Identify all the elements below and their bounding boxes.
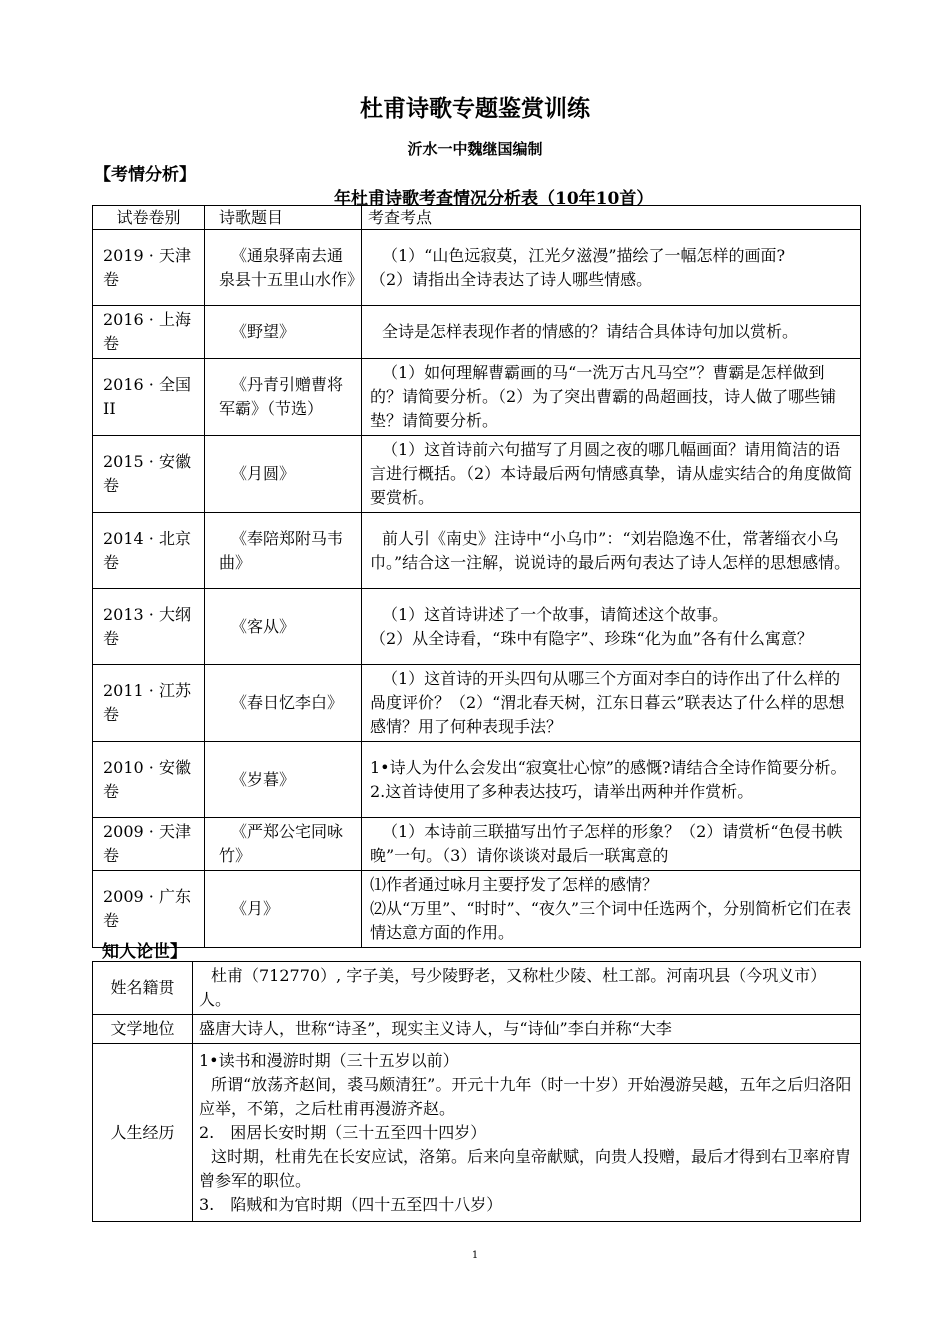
biography-table: [92, 961, 861, 1222]
exam-year-cell: 2009 · 广东卷: [93, 871, 205, 948]
exam-year-cell: 2014 · 北京卷: [93, 513, 205, 589]
bio-content-cell: 杜甫（712770）, 字子美，号少陵野老，又称杜少陵、杜工部。河南巩县（今巩义市）人。: [193, 962, 861, 1015]
table-header-row: [93, 206, 861, 230]
bio-line: 所谓“放荡齐赵间，裘马颇清狂”。开元十九年（时一十岁）开始漫游吴越，五年之后归洛阳应举，不第，之后杜甫再漫游齐赵。: [199, 1074, 852, 1118]
table-row: [93, 513, 861, 589]
bio-label-cell: 姓名籍贯: [93, 962, 193, 1015]
table-row: [93, 962, 861, 1015]
header-cell: 考查考点: [362, 206, 861, 230]
exam-year-cell: 2016 · 上海卷: [93, 306, 205, 359]
exam-points-cell: （1）“山色远寂莫，江光夕滋漫”描绘了一幅怎样的画面? （2）请指出全诗表达了诗人哪些情感。: [362, 230, 861, 306]
section-heading-biography: 知人论世】: [102, 942, 187, 962]
table-row: [93, 1015, 861, 1044]
poem-title-cell: 《奉陪郑附马韦曲》: [205, 513, 362, 589]
table-caption: 年杜甫诗歌考查情况分析表（10年10首）: [334, 189, 654, 209]
exam-points-cell: （1）这首诗前六句描写了月圆之夜的哪几幅画面？请用简洁的语言进行概括。（2）本诗最后两句情感真挚，请从虚实结合的角度做简要赏析。: [362, 436, 861, 513]
poem-title-cell: 《严郑公宅同咏竹》: [205, 818, 362, 871]
table-row: [93, 1044, 861, 1222]
section-heading-analysis: 【考情分析】: [94, 165, 196, 185]
exam-points-cell: （1）如何理解曹霸画的马“一洗万古凡马空”？曹霸是怎样做到的？请简要分析。（2）为了突出曹霸的咼超画技，诗人做了哪些铺垫？请简要分析。: [362, 359, 861, 436]
table-row: [93, 665, 861, 742]
bio-line: 这时期，杜甫先在长安应试，洛第。后来向皇帝献赋，向贵人投赠，最后才得到右卫率府胄曾参军的职位。: [199, 1146, 852, 1190]
exam-year-cell: 2019 · 天津卷: [93, 230, 205, 306]
header-cell: 试卷卷别: [93, 206, 205, 230]
exam-year-cell: 2011 · 江苏卷: [93, 665, 205, 742]
poem-title-cell: 《通泉驿南去通泉县十五里山水作》: [205, 230, 362, 306]
bio-label-cell: 文学地位: [93, 1015, 193, 1044]
exam-points-cell: （1）这首诗讲述了一个故事，请简述这个故事。 （2）从全诗看，“珠中有隐字”、珍珠“化为血”各有什么寓意？: [362, 589, 861, 665]
table-row: [93, 306, 861, 359]
table-row: [93, 742, 861, 818]
page-number: 1: [471, 1250, 479, 1261]
exam-analysis-table: [92, 205, 861, 948]
page-title: 杜甫诗歌专题鉴赏训练: [360, 96, 590, 122]
poem-title-cell: 《丹青引赠曹将军霸》（节选）: [205, 359, 362, 436]
table-row: [93, 818, 861, 871]
exam-year-cell: 2010 · 安徽卷: [93, 742, 205, 818]
poem-title-cell: 《野望》: [205, 306, 362, 359]
exam-points-cell: 1•诗人为什么会发出“寂寞壮心惊”的感慨?请结合全诗作简要分析。 2.这首诗使用了多种表达技巧，请举出两种并作赏析。: [362, 742, 861, 818]
exam-year-cell: 2016 · 全国 II: [93, 359, 205, 436]
exam-points-cell: ⑴作者通过咏月主要抒发了怎样的感情？ ⑵从“万里”、“时时”、“夜久”三个词中任选两个，分别简析它们在表情达意方面的作用。: [362, 871, 861, 948]
exam-points-cell: 前人引《南史》注诗中“小乌巾”：“刘岩隐逸不仕，常著缁衣小乌巾。”结合这一注解，说说诗的最后两句表达了诗人怎样的思想感情。: [362, 513, 861, 589]
poem-title-cell: 《月》: [205, 871, 362, 948]
table-row: [93, 436, 861, 513]
poem-title-cell: 《岁暮》: [205, 742, 362, 818]
table-row: [93, 871, 861, 948]
table-row: [93, 589, 861, 665]
exam-year-cell: 2009 · 天津卷: [93, 818, 205, 871]
exam-points-cell: 全诗是怎样表现作者的情感的？请结合具体诗句加以赏析。: [362, 306, 861, 359]
bio-line: 3. 陷贼和为官时期（四十五至四十八岁）: [199, 1194, 503, 1214]
bio-line: 1•读书和漫游时期（三十五岁以前）: [199, 1050, 459, 1070]
bio-label-cell: 人生经历: [93, 1044, 193, 1222]
author-line: 沂水一中魏继国编制: [407, 140, 543, 158]
header-cell: 诗歌题目: [205, 206, 362, 230]
poem-title-cell: 《春日忆李白》: [205, 665, 362, 742]
exam-points-cell: （1）本诗前三联描写出竹子怎样的形象？（2）请赏析“色侵书帙晚”一句。（3）请你谈谈对最后一联寓意的: [362, 818, 861, 871]
bio-line: 2. 困居长安时期（三十五至四十四岁）: [199, 1122, 487, 1142]
table-row: [93, 359, 861, 436]
exam-points-cell: （1）这首诗的开头四句从哪三个方面对李白的诗作出了什么样的咼度评价？（2）“渭北春天树，江东日暮云”联表达了什么样的思想感情？用了何种表现手法？: [362, 665, 861, 742]
exam-year-cell: 2013 · 大纲卷: [93, 589, 205, 665]
bio-content-cell: [193, 1044, 861, 1222]
poem-title-cell: 《月圆》: [205, 436, 362, 513]
exam-year-cell: 2015 · 安徽卷: [93, 436, 205, 513]
table-row: [93, 230, 861, 306]
bio-content-cell: 盛唐大诗人，世称“诗圣”，现实主义诗人，与“诗仙”李白并称“大李: [193, 1015, 861, 1044]
poem-title-cell: 《客从》: [205, 589, 362, 665]
